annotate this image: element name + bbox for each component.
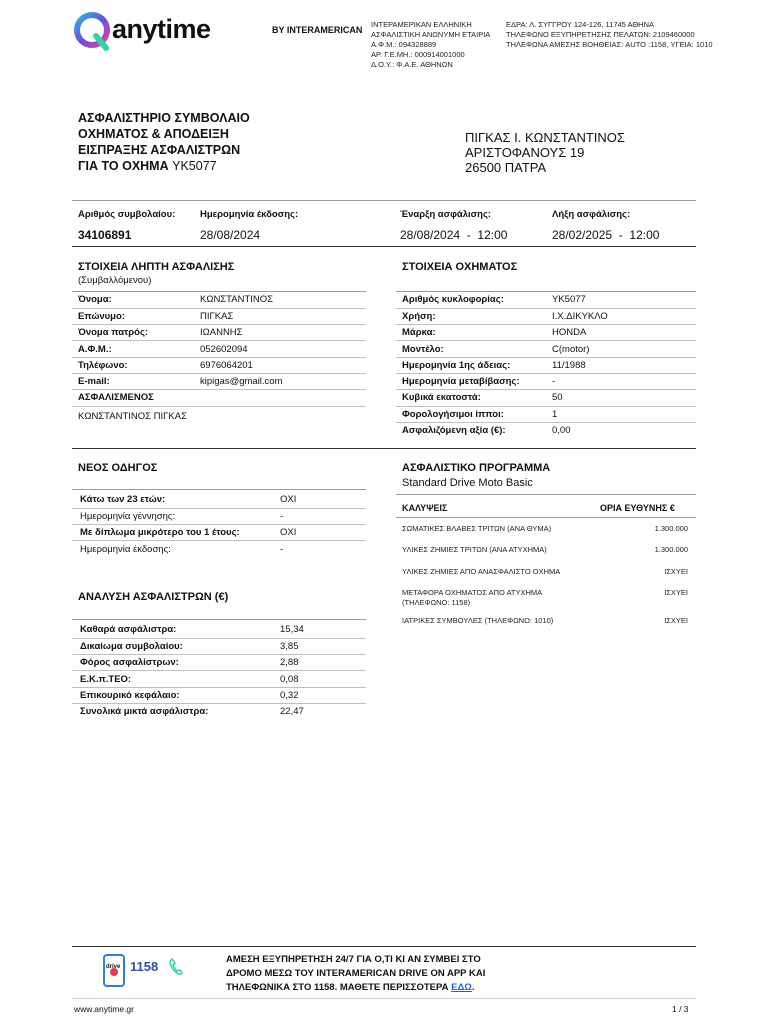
table-row	[396, 422, 696, 438]
end-dash: -	[618, 228, 623, 242]
learn-more-link[interactable]: ΕΔΩ	[451, 982, 472, 993]
title-line: ΑΣΦΑΛΙΣΤΗΡΙΟ ΣΥΜΒΟΛΑΙΟ	[78, 111, 250, 125]
coverage-name: ΜΕΤΑΦΟΡΑ ΟΧΗΜΑΤΟΣ ΑΠΟ ΑΤΥΧΗΜΑ (ΤΗΛΕΦΩΝΟ: 1158)	[402, 588, 542, 607]
anytime-logo-icon	[72, 10, 116, 54]
start-date-label: Έναρξη ασφάλισης:	[400, 209, 492, 220]
field-label: Ημερομηνία μεταβίβασης:	[402, 376, 520, 388]
contact-line: ΕΔΡΑ: Λ. ΣΥΓΓΡΟΥ 124-126, 11745 ΑΘΗΝΑ	[506, 20, 655, 29]
field-value[interactable]: kipigas@gmail.com	[200, 376, 283, 388]
title-vehicle-line	[78, 158, 250, 174]
end-time: 12:00	[629, 228, 660, 242]
company-line: ΑΣΦΑΛΙΣΤΙΚΗ ΑΝΩΝΥΜΗ ΕΤΑΙΡΙΑ	[371, 30, 491, 39]
new-driver-title: ΝΕΟΣ ΟΔΗΓΟΣ	[78, 462, 158, 474]
field-label: Με δίπλωμα μικρότερο του 1 έτους:	[80, 527, 240, 539]
title-vehicle-prefix: ΓΙΑ ΤΟ ΟΧΗΜΑ	[78, 159, 169, 173]
coverage-name: ΣΩΜΑΤΙΚΕΣ ΒΛΑΒΕΣ ΤΡΙΤΩΝ (ΑΝΑ ΘΥΜΑ)	[402, 524, 552, 533]
field-label: Ε.Κ.π.ΤΕΟ:	[80, 673, 132, 685]
table-row	[72, 703, 366, 719]
footer-line-text: ΤΗΛΕΦΩΝΙΚΑ ΣΤΟ 1158. ΜΑΘΕΤΕ ΠΕΡΙΣΣΟΤΕΡΑ	[226, 982, 452, 993]
divider	[72, 448, 696, 449]
header-logo[interactable]	[72, 10, 234, 54]
coverage-name: ΥΛΙΚΕΣ ΖΗΜΙΕΣ ΤΡΙΤΩΝ (ΑΝΑ ΑΤΥΧΗΜΑ)	[402, 545, 547, 554]
field-value: 2,88	[280, 657, 299, 669]
field-label: Κυβικά εκατοστά:	[402, 392, 481, 404]
field-label: Α.Φ.Μ.:	[78, 343, 112, 355]
brand-byline: BY INTERAMERICAN	[272, 25, 363, 35]
divider	[396, 494, 696, 495]
coverage-name: ΥΛΙΚΕΣ ΖΗΜΙΕΣ ΑΠΟ ΑΝΑΣΦΑΛΙΣΤΟ ΟΧΗΜΑ	[402, 567, 561, 576]
addressee-line: ΑΡΙΣΤΟΦΑΝΟΥΣ 19	[465, 145, 585, 160]
field-label: Επικουρικό κεφάλαιο:	[80, 689, 180, 701]
company-line: Δ.Ο.Υ.: Φ.Α.Ε. ΑΘΗΝΩΝ	[371, 60, 453, 69]
table-row	[396, 341, 696, 357]
table-row	[72, 638, 366, 654]
policyholder-title: ΣΤΟΙΧΕΙΑ ΛΗΠΤΗ ΑΣΦΑΛΙΣΗΣ	[78, 261, 235, 273]
table-row	[396, 373, 696, 389]
field-value: C(motor)	[552, 343, 590, 355]
field-label: Ημερομηνία γέννησης:	[80, 510, 176, 522]
start-dash: -	[466, 228, 471, 242]
field-label: Φορολογήσιμοι ίπποι:	[402, 408, 504, 420]
divider	[72, 246, 696, 247]
limits-header: ΟΡΙΑ ΕΥΘΥΝΗΣ €	[600, 503, 675, 513]
insured-name: ΚΩΝΣΤΑΝΤΙΝΟΣ ΠΙΓΚΑΣ	[78, 410, 187, 422]
field-value: -	[552, 376, 556, 388]
field-label: Κάτω των 23 ετών:	[80, 494, 166, 506]
company-line: ΙΝΤΕΡΑΜΕΡΙΚΑΝ ΕΛΛΗΝΙΚΗ	[371, 20, 472, 29]
start-datetime	[400, 228, 507, 242]
divider	[72, 200, 696, 201]
table-row	[72, 671, 366, 687]
divider	[396, 517, 696, 518]
start-date: 28/08/2024	[400, 228, 461, 242]
page-number: 1 / 3	[672, 1004, 689, 1014]
field-value: ΟΧΙ	[280, 494, 297, 506]
footer-message	[226, 953, 485, 995]
table-row	[396, 406, 696, 422]
field-label: Συνολικά μικτά ασφάλιστρα:	[80, 706, 209, 718]
field-label: Μοντέλο:	[402, 343, 444, 355]
table-row	[72, 308, 366, 324]
field-value: 052602094	[200, 343, 248, 355]
divider	[72, 998, 696, 999]
field-label: Ημερομηνία 1ης άδειας:	[402, 359, 511, 371]
field-label: Καθαρά ασφάλιστρα:	[80, 624, 177, 636]
field-value: 0,00	[552, 425, 571, 437]
field-label: Όνομα:	[78, 294, 112, 306]
premiums-table	[72, 622, 366, 720]
phone-call-icon	[168, 957, 184, 977]
coverage-name: ΙΑΤΡΙΚΕΣ ΣΥΜΒΟΥΛΕΣ (ΤΗΛΕΦΩΝΟ: 1010)	[402, 616, 554, 625]
issue-date: 28/08/2024	[200, 228, 261, 242]
field-value: HONDA	[552, 327, 587, 339]
field-value: -	[280, 510, 284, 522]
field-label: Χρήση:	[402, 310, 436, 322]
field-value: ΥΚ5077	[552, 294, 586, 306]
divider	[72, 489, 366, 490]
field-label: Μάρκα:	[402, 327, 436, 339]
table-row	[72, 492, 366, 508]
table-row	[72, 687, 366, 703]
coverage-limit: ΙΣΧΥΕΙ	[664, 567, 688, 576]
addressee-line: 26500 ΠΑΤΡΑ	[465, 160, 547, 175]
end-date-label: Λήξη ασφάλισης:	[552, 209, 631, 220]
divider	[72, 946, 696, 947]
policy-number-label: Αριθμός συμβολαίου:	[78, 209, 176, 220]
table-row	[72, 325, 366, 341]
field-value: ΙΩΑΝΝΗΣ	[200, 327, 243, 339]
table-row	[72, 341, 366, 357]
policyholder-subtitle: (Συμβαλλόμενου)	[78, 275, 152, 286]
table-row	[396, 292, 696, 308]
divider	[72, 619, 366, 620]
policyholder-table	[72, 292, 366, 426]
company-line: ΑΡ. Γ.Ε.ΜΗ.: 000914001000	[371, 50, 465, 59]
badge-app-label: drive	[106, 964, 121, 970]
table-row	[72, 357, 366, 373]
addressee-line: ΠΙΓΚΑΣ Ι. ΚΩΝΣΤΑΝΤΙΝΟΣ	[465, 130, 625, 145]
table-row	[396, 357, 696, 373]
title-line: ΟΧΗΜΑΤΟΣ & ΑΠΟΔΕΙΞΗ	[78, 127, 229, 141]
start-time: 12:00	[477, 228, 508, 242]
table-row	[72, 390, 366, 406]
table-row	[72, 525, 366, 541]
coverage-limit: ΙΣΧΥΕΙ	[664, 588, 688, 597]
table-row	[396, 325, 696, 341]
table-row	[396, 390, 696, 406]
field-value: 15,34	[280, 624, 304, 636]
contact-info	[506, 20, 713, 50]
addressee-block	[465, 130, 625, 175]
coverage-limit: 1.300.000	[654, 524, 688, 533]
issue-date-label: Ημερομηνία έκδοσης:	[200, 209, 299, 220]
field-label: Τηλέφωνο:	[78, 359, 128, 371]
field-label: Όνομα πατρός:	[78, 327, 149, 339]
table-row	[72, 508, 366, 524]
website-link[interactable]: www.anytime.gr	[74, 1004, 134, 1014]
table-row	[72, 406, 366, 426]
program-name: Standard Drive Moto Basic	[402, 477, 533, 489]
end-date: 28/02/2025	[552, 228, 613, 242]
field-value: 3,85	[280, 640, 299, 652]
field-label: Ημερομηνία έκδοσης:	[80, 543, 171, 555]
contact-line: ΤΗΛΕΦΩΝΟ ΕΞΥΠΗΡΕΤΗΣΗΣ ΠΕΛΑΤΩΝ: 2109460000	[506, 30, 695, 39]
field-value: 22,47	[280, 706, 304, 718]
field-label: Φόρος ασφαλίστρων:	[80, 657, 179, 669]
field-value: 6976064201	[200, 359, 253, 371]
vehicle-title: ΣΤΟΙΧΕΙΑ ΟΧΗΜΑΤΟΣ	[402, 261, 518, 273]
table-row	[72, 292, 366, 308]
footer-line	[226, 981, 485, 995]
footer-line: ΑΜΕΣΗ ΕΞΥΠΗΡΕΤΗΣΗ 24/7 ΓΙΑ Ο,ΤΙ ΚΙ ΑΝ ΣΥΜΒΕΙ ΣΤΟ	[226, 954, 481, 965]
coverage-limit: 1.300.000	[654, 545, 688, 554]
coverages-header: ΚΑΛΥΨΕΙΣ	[402, 503, 448, 513]
field-value: 0,08	[280, 673, 299, 685]
phone-app-icon	[102, 954, 128, 988]
table-row	[72, 655, 366, 671]
vehicle-table	[396, 292, 696, 439]
table-row	[396, 308, 696, 324]
field-label: Αριθμός κυκλοφορίας:	[402, 294, 504, 306]
footer-line: ΔΡΟΜΟ ΜΕΣΩ ΤΟΥ INTERAMERICAN DRIVE ON APP ΚΑΙ	[226, 968, 486, 979]
table-row	[72, 373, 366, 389]
title-plate: ΥΚ5077	[172, 159, 217, 173]
table-row	[72, 541, 366, 557]
badge-number: 1158	[130, 959, 159, 974]
premiums-title: ΑΝΑΛΥΣΗ ΑΣΦΑΛΙΣΤΡΩΝ (€)	[78, 591, 229, 603]
field-value: 0,32	[280, 689, 299, 701]
contact-line: ΤΗΛΕΦΩΝΑ ΑΜΕΣΗΣ ΒΟΗΘΕΙΑΣ: AUTO :1158, ΥΓΕΙΑ: 1010	[506, 40, 713, 49]
new-driver-table	[72, 492, 366, 557]
drive-app-badge[interactable]	[100, 952, 186, 990]
coverage-limit: ΙΣΧΥΕΙ	[664, 616, 688, 625]
document-title	[78, 110, 250, 174]
field-label: E-mail:	[78, 376, 110, 388]
company-info	[371, 20, 490, 70]
insured-label: ΑΣΦΑΛΙΣΜΕΝΟΣ	[78, 392, 154, 404]
field-value: 11/1988	[552, 359, 586, 371]
end-datetime	[552, 228, 659, 242]
field-label: Δικαίωμα συμβολαίου:	[80, 640, 183, 652]
program-title: ΑΣΦΑΛΙΣΤΙΚΟ ΠΡΟΓΡΑΜΜΑ	[402, 462, 551, 474]
field-value: ΟΧΙ	[280, 527, 297, 539]
field-label: Επώνυμο:	[78, 310, 125, 322]
table-row	[72, 622, 366, 638]
field-value: 1	[552, 408, 558, 420]
policy-number: 34106891	[78, 228, 132, 242]
field-value: ΠΙΓΚΑΣ	[200, 310, 234, 322]
logo-text: anytime	[112, 14, 211, 44]
footer-line-suffix: .	[471, 982, 475, 993]
field-value: -	[280, 543, 284, 555]
field-value: Ι.Χ.ΔΙΚΥΚΛΟ	[552, 310, 608, 322]
field-label: Ασφαλιζόμενη αξία (€):	[402, 425, 506, 437]
company-line: Α.Φ.Μ.: 094328889	[371, 40, 437, 49]
field-value: 50	[552, 392, 563, 404]
field-value: ΚΩΝΣΤΑΝΤΙΝΟΣ	[200, 294, 274, 306]
title-line: ΕΙΣΠΡΑΞΗΣ ΑΣΦΑΛΙΣΤΡΩΝ	[78, 143, 241, 157]
